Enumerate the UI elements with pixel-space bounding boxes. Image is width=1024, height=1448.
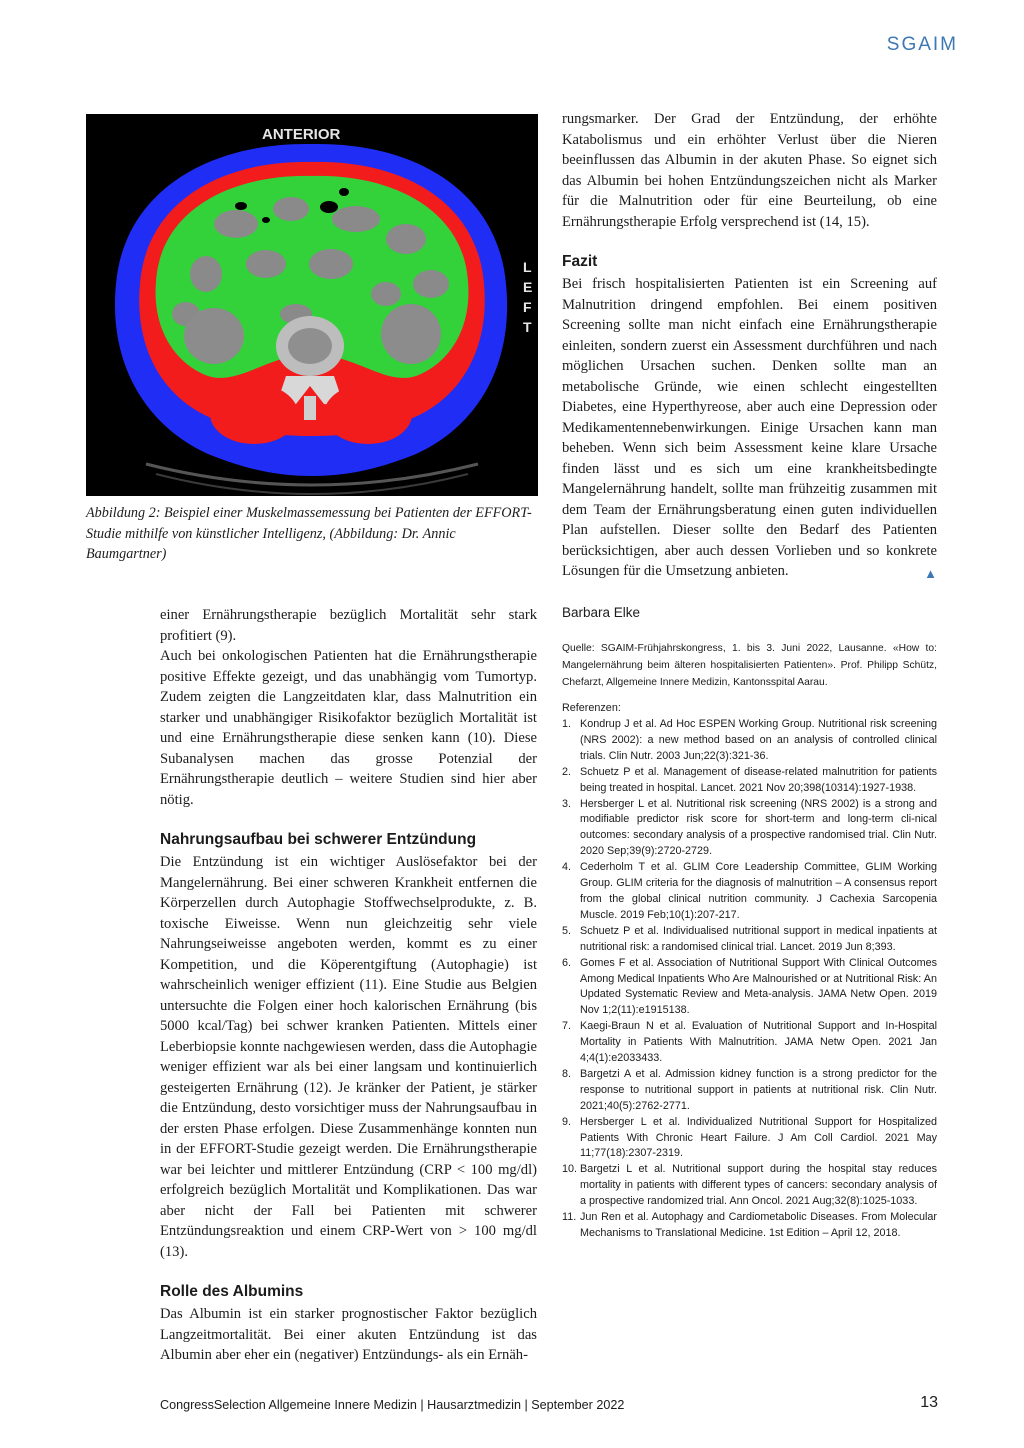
reference-number: 8.: [562, 1067, 572, 1080]
reference-number: 9.: [562, 1115, 572, 1128]
reference-item: [562, 1019, 937, 1067]
reference-item: [562, 765, 937, 797]
anterior-label: ANTERIOR: [262, 126, 341, 143]
page-number: 13: [920, 1394, 938, 1411]
body-paragraph: Das Albumin ist ein starker prognostischer Faktor bezüglich Langzeitmortalität. Bei einer akuten Entzündung ist das Albumin aber eher ein (negativer) Entzündungs- als ein Ernäh-: [160, 1306, 537, 1363]
svg-text:E: E: [523, 279, 533, 295]
reference-number: 7.: [562, 1020, 572, 1033]
source-note: Quelle: SGAIM-Frühjahrskongress, 1. bis 3. Juni 2022, Lausanne. «How to: Mangelernährung beim älteren hospitalisierten Patienten». Prof. Philipp Schütz, Chefarzt, Allgemeine Innere Medizin, Kantonsspital Aarau.: [562, 643, 937, 688]
svg-text:T: T: [523, 319, 532, 335]
reference-item: [562, 860, 937, 924]
section-heading-albumin: Rolle des Albumins: [160, 1283, 304, 1300]
right-column: [562, 109, 937, 585]
reference-item: [562, 1210, 937, 1242]
reference-number: 3.: [562, 797, 572, 810]
right-kidney: [381, 304, 441, 364]
reference-item: [562, 1115, 937, 1163]
reference-text: Hersberger L et al. Nutritional risk screening (NRS 2002) is a strong and modifiable predictor risk score for short-term and long-term cli-nical outcomes: secondary analysis of a prospective randomised trial. Clin Nutr. 2020 Sep;39(9):2720-2729.: [580, 797, 937, 858]
references-list: [562, 717, 937, 1242]
reference-item: [562, 1162, 937, 1210]
reference-text: Jun Ren et al. Autophagy and Cardiometabolic Diseases. From Molecular Mechanisms to Translational Medicine. 1st Edition – April 12, 2018.: [580, 1211, 937, 1239]
body-paragraph: einer Ernährungstherapie bezüglich Mortalität sehr stark profitiert (9).: [160, 607, 537, 644]
reference-number: 4.: [562, 861, 572, 874]
reference-text: Schuetz P et al. Management of disease-related malnutrition for patients being treated in hospital. Lancet. 2021 Nov 20;398(10314):1927-1938.: [580, 765, 937, 794]
body-paragraph: Die Entzündung ist ein wichtiger Auslösefaktor bei der Mangelernährung. Bei einer schweren Krankheit entfernen die Körperzellen durch Autophagie Stoffwechselprodukte, z. B. toxische Eiweisse. Wenn nun gleichzeitig sehr viele Nahrungseiweisse angeboten werden, kommt es zu einer Kompetition, und die Köperentgiftung (Autophagie) ist wahrscheinlich weniger effizient (11). Eine Studie aus Belgien untersuchte die Folgen einer hoch kalorischen Ernährung (bis 5000 kcal/Tag) bei schwer kranken Patienten. Mittels einer Leberbiopsie konnte nachgewiesen werden, dass die Autophagie weniger effizient war als bei einer langsam und kontinuierlich gesteigerten Ernährung (12). Je kränker der Patient, je stärker die Entzündung, desto vorsichtiger muss der Nahrungsaufbau in der ersten Phase erfolgen. Diese Zusammenhänge konnten nun in der EFFORT-Studie gezeigt werden. Die Ernährungstherapie war bei leichter und mittlerer Entzündung (CRP < 100 mg/dl) erfolgreich bezüglich Mortalität und Komplikationen. Das war aber nicht der Fall bei Patienten mit schwerer Entzündungsreaktion und einem CRP-Wert von > 100 mg/dl (13).: [160, 854, 537, 1260]
svg-text:F: F: [523, 299, 532, 315]
footer-publication: CongressSelection Allgemeine Innere Medizin | Hausarztmedizin | September 2022: [160, 1398, 625, 1412]
reference-item: [562, 1067, 937, 1115]
reference-number: 10.: [562, 1163, 578, 1176]
reference-text: Cederholm T et al. GLIM Core Leadership Committee, GLIM Working Group. GLIM criteria for the diagnosis of malnutrition – A consensus report from the global clinical nutrition community. J Cachexia Sarcopenia Muscle. 2019 Feb;10(1):207-217.: [580, 861, 937, 921]
brand-logo: SGAIM: [886, 34, 958, 55]
reference-number: 6.: [562, 956, 572, 969]
author-name: Barbara Elke: [562, 605, 641, 620]
fazit-text: Bei frisch hospitalisierten Patienten ist ein Screening auf Malnutrition dringend empfohlen. Bei einem positiven Screening sollte man nicht einfach eine Ernährungstherapie einleiten, sondern zuerst ein Assessment durchführen und nach möglichen Ursachen suchen. Denken sollte man an metabolische Gründe, wie einen schlecht eingestellten Diabetes, eine Hyperthyreose, aber auch eine Depression oder Medikamentennebenwirkungen. Einige Ursachen kann man beheben. Wenn sich beim Assessment keine klare Ursache finden lässt und es sich um eine krankheitsbedingte Mangelernährung handelt, sollte man frühzeitig zusammen mit dem Team der Ernährungsberatung einen guten individuellen Plan aufstellen. Dieser sollte den Bedarf des Patienten berücksichtigen, aber auch dessen Vorlieben und so konkrete Lösungen für die Umsetzung anbieten.: [562, 276, 937, 579]
reference-text: Kaegi-Braun N et al. Evaluation of Nutritional Support and In-Hospital Mortality in Patients With Malnutrition. JAMA Netw Open. 2021 Jan 4;4(1):e2033433.: [580, 1020, 937, 1065]
reference-text: Bargetzi L et al. Nutritional support during the hospital stay reduces mortality in patients with different types of cancers: secondary analysis of a prospective randomized trial. Ann Oncol. 2021 Aug;32(8):1025-1033.: [580, 1163, 937, 1208]
body-paragraph: [562, 274, 937, 582]
reference-text: Bargetzi A et al. Admission kidney function is a strong predictor for the response to nutritional support in patients at nutritional risk. Clin Nutr. 2021;40(5):2762-2771.: [580, 1067, 937, 1112]
figure-caption: [86, 503, 538, 565]
reference-text: Gomes F et al. Association of Nutritional Support With Clinical Outcomes Among Medical Inpatients Who Are Malnourished or at Nutritional Risk: An Updated Systematic Review and Meta-analysis. JAMA Netw Open. 2019 Nov 1;2(11):e1915138.: [580, 956, 937, 1017]
ct-scan-figure: [86, 114, 538, 496]
reference-number: 1.: [562, 718, 572, 730]
reference-text: Schuetz P et al. Individualised nutritional support in medical inpatients at nutritional risk: a randomised clinical trial. Lancet. 2019 Jun 8;393.: [580, 924, 937, 953]
ct-scan-image: [86, 114, 538, 496]
reference-number: 2.: [562, 765, 572, 778]
reference-text: Hersberger L et al. Individualized Nutritional Support for Hospitalized Patients With Chronic Heart Failure. J Am Coll Cardiol. 2021 May 11;77(18):2307-2319.: [580, 1115, 937, 1160]
reference-item: [562, 956, 937, 1020]
reference-item: [562, 717, 937, 765]
reference-text: Kondrup J et al. Ad Hoc ESPEN Working Group. Nutritional risk screening (NRS 2002): a new method based on an analysis of controlled clinical trials. Clin Nutr. 2003 Jun;22(3):321-36.: [580, 718, 937, 762]
left-kidney: [184, 308, 244, 364]
section-heading-fazit: Fazit: [562, 253, 598, 270]
body-paragraph: rungsmarker. Der Grad der Entzündung, der erhöhte Katabolismus und ein erhöhter Verlust über die Nieren beeinflussen das Albumin in der akuten Phase. So eignet sich das Albumin bei hohen Entzündungszeichen nicht als Marker für die Malnutrition oder für eine Beurteilung, ob eine Ernährungstherapie Erfolg versprechend ist (14, 15).: [562, 111, 937, 230]
reference-number: 11.: [562, 1211, 577, 1224]
reference-item: [562, 797, 937, 861]
section-heading-inflammation: Nahrungsaufbau bei schwerer Entzündung: [160, 831, 477, 848]
end-of-article-icon: ▲: [924, 566, 937, 581]
reference-number: 5.: [562, 924, 572, 937]
left-column: [160, 605, 537, 1366]
reference-item: [562, 924, 937, 956]
body-paragraph: Auch bei onkologischen Patienten hat die Ernährungstherapie positive Effekte gezeigt, und das unabhängig vom Tumortyp. Zudem zeigten die Langzeitdaten klar, dass Malnutrition ein starker und unabhängiger Risikofaktor bezüglich Mortalität ist und eine Ernährungstherapie diese senken kann (10). Diese Subanalysen machen das grosse Potenzial der Ernährungstherapie deutlich – weitere Studien sind hier aber nötig.: [160, 648, 537, 808]
figure-caption-text: Abbildung 2: Beispiel einer Muskelmassemessung bei Patienten der EFFORT-Studie mithilfe von künstlicher Intelligenz, (Abbildung: Dr. Annic Baumgartner): [86, 505, 532, 562]
svg-text:L: L: [523, 259, 532, 275]
references-heading: Referenzen:: [562, 702, 621, 714]
